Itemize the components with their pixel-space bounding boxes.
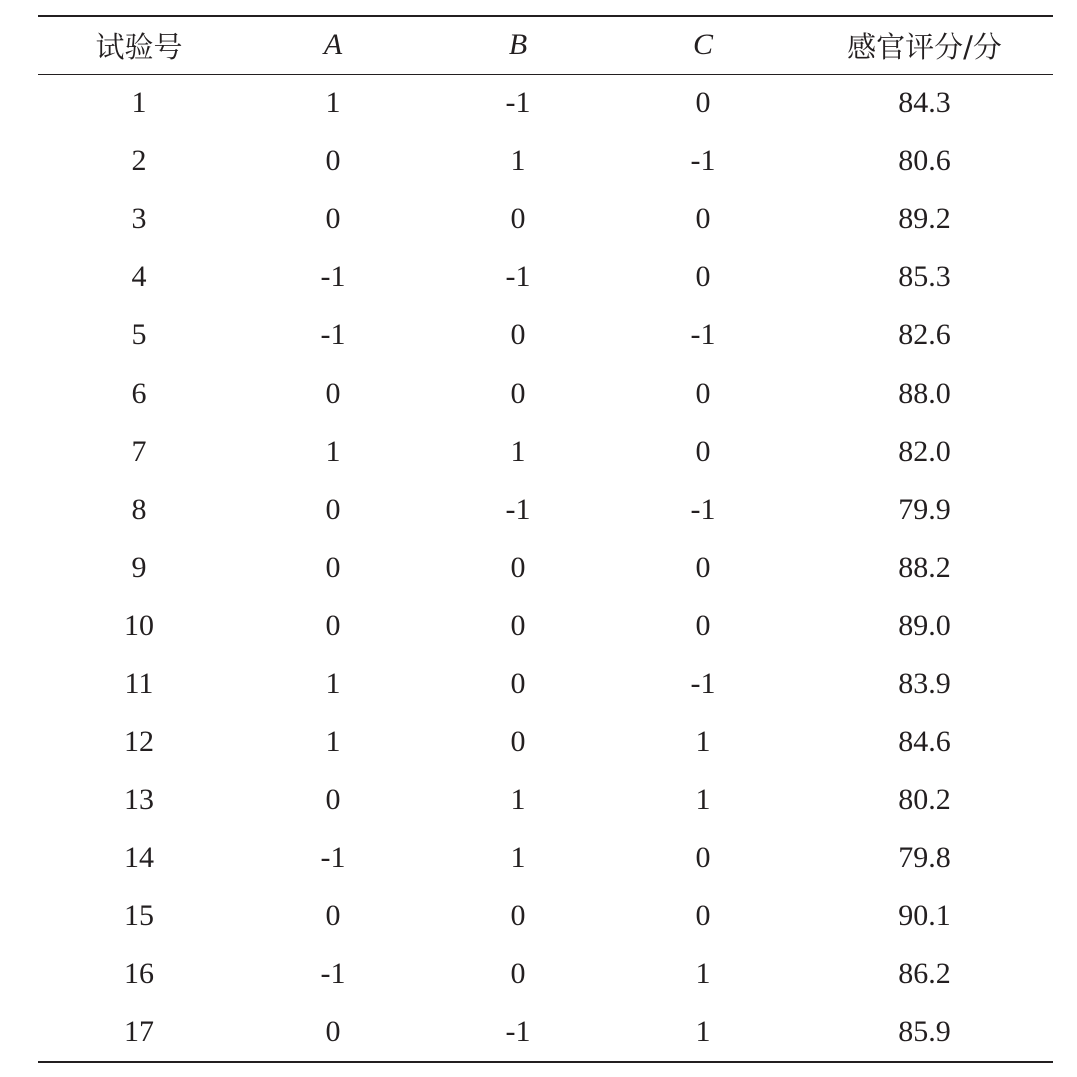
table-row bbox=[38, 132, 1053, 190]
table-row bbox=[38, 713, 1053, 771]
cell-factor-c: 0 bbox=[695, 550, 711, 584]
cell-trial-number: 3 bbox=[131, 202, 147, 236]
cell-trial-number: 13 bbox=[124, 783, 154, 817]
header-factor-b: B bbox=[426, 16, 610, 74]
header-row bbox=[38, 16, 1053, 74]
cell-trial-number: 15 bbox=[124, 899, 154, 933]
cell-sensory-score: 84.3 bbox=[898, 86, 951, 120]
cell-factor-c: 0 bbox=[695, 899, 711, 933]
table-row bbox=[38, 945, 1053, 1003]
cell-sensory-score: 82.6 bbox=[898, 318, 951, 352]
cell-factor-a: -1 bbox=[320, 318, 346, 352]
cell-factor-a: 1 bbox=[325, 434, 341, 468]
cell-factor-b: 0 bbox=[510, 318, 526, 352]
cell-sensory-score: 79.9 bbox=[898, 492, 951, 526]
table-row bbox=[38, 829, 1053, 887]
table-row bbox=[38, 190, 1053, 248]
cell-sensory-score: 83.9 bbox=[898, 666, 951, 700]
cell-trial-number: 12 bbox=[124, 725, 154, 759]
cell-factor-b: -1 bbox=[426, 1004, 610, 1062]
table-row bbox=[38, 887, 1053, 945]
cell-sensory-score: 88.2 bbox=[898, 550, 951, 584]
cell-factor-c: 1 bbox=[695, 725, 711, 759]
cell-factor-c: -1 bbox=[690, 492, 716, 526]
cell-sensory-score: 88.0 bbox=[898, 376, 951, 410]
cell-sensory-score: 79.8 bbox=[898, 841, 951, 875]
cell-sensory-score: 89.0 bbox=[898, 608, 951, 642]
cell-factor-b: -1 bbox=[505, 86, 531, 120]
table-row bbox=[38, 597, 1053, 655]
cell-factor-c: 0 bbox=[695, 86, 711, 120]
cell-factor-a: 0 bbox=[325, 492, 341, 526]
cell-factor-c: 1 bbox=[695, 783, 711, 817]
header-trial-number: 试验号 bbox=[38, 16, 240, 74]
cell-factor-c: 0 bbox=[695, 608, 711, 642]
header-factor-a: A bbox=[240, 16, 426, 74]
cell-trial-number: 5 bbox=[131, 318, 147, 352]
cell-trial-number: 14 bbox=[124, 841, 154, 875]
cell-trial-number: 16 bbox=[124, 957, 154, 991]
cell-trial-number: 8 bbox=[131, 492, 147, 526]
cell-factor-a: 0 bbox=[240, 1004, 426, 1062]
table-row bbox=[38, 539, 1053, 597]
cell-factor-b: 0 bbox=[510, 899, 526, 933]
table-row bbox=[38, 248, 1053, 306]
experiment-table bbox=[38, 15, 1053, 1063]
cell-factor-b: 0 bbox=[510, 666, 526, 700]
cell-factor-c: 1 bbox=[610, 1004, 796, 1062]
table-row bbox=[38, 655, 1053, 713]
cell-factor-a: 0 bbox=[325, 783, 341, 817]
cell-trial-number: 6 bbox=[131, 376, 147, 410]
cell-factor-c: 0 bbox=[695, 841, 711, 875]
header-sensory-score: 感官评分/分 bbox=[796, 16, 1053, 74]
cell-factor-c: -1 bbox=[690, 318, 716, 352]
cell-factor-c: 0 bbox=[695, 434, 711, 468]
cell-factor-b: 0 bbox=[510, 725, 526, 759]
cell-factor-c: -1 bbox=[690, 666, 716, 700]
cell-factor-a: 0 bbox=[325, 144, 341, 178]
header-factor-c: C bbox=[610, 16, 796, 74]
table-row bbox=[38, 771, 1053, 829]
cell-sensory-score: 86.2 bbox=[898, 957, 951, 991]
cell-trial-number: 11 bbox=[124, 666, 154, 700]
cell-factor-a: -1 bbox=[320, 957, 346, 991]
table-row bbox=[38, 423, 1053, 481]
cell-factor-c: 0 bbox=[695, 260, 711, 294]
cell-sensory-score: 84.6 bbox=[898, 725, 951, 759]
cell-factor-a: 1 bbox=[325, 86, 341, 120]
cell-factor-a: 0 bbox=[325, 608, 341, 642]
table-row bbox=[38, 74, 1053, 132]
cell-factor-a: -1 bbox=[320, 841, 346, 875]
cell-sensory-score: 80.2 bbox=[898, 783, 951, 817]
cell-trial-number: 10 bbox=[124, 608, 154, 642]
cell-sensory-score: 85.3 bbox=[898, 260, 951, 294]
cell-factor-c: 0 bbox=[695, 376, 711, 410]
cell-factor-b: -1 bbox=[505, 260, 531, 294]
cell-factor-a: 1 bbox=[325, 666, 341, 700]
cell-factor-a: 0 bbox=[325, 202, 341, 236]
cell-factor-a: 0 bbox=[325, 376, 341, 410]
table-row bbox=[38, 306, 1053, 364]
cell-factor-b: 0 bbox=[510, 376, 526, 410]
cell-trial-number: 2 bbox=[131, 144, 147, 178]
cell-trial-number: 7 bbox=[131, 434, 147, 468]
cell-factor-b: 1 bbox=[510, 434, 526, 468]
cell-factor-a: 0 bbox=[325, 899, 341, 933]
table-row bbox=[38, 1004, 1053, 1062]
cell-factor-a: 1 bbox=[325, 725, 341, 759]
table-header bbox=[38, 16, 1053, 74]
experiment-table-container bbox=[38, 15, 1053, 1063]
cell-sensory-score: 82.0 bbox=[898, 434, 951, 468]
cell-factor-a: -1 bbox=[320, 260, 346, 294]
cell-factor-b: 1 bbox=[510, 783, 526, 817]
cell-sensory-score: 90.1 bbox=[898, 899, 951, 933]
cell-factor-b: -1 bbox=[505, 492, 531, 526]
table-row bbox=[38, 364, 1053, 422]
cell-trial-number: 1 bbox=[131, 86, 147, 120]
cell-factor-a: 0 bbox=[325, 550, 341, 584]
cell-sensory-score: 80.6 bbox=[898, 144, 951, 178]
table-row bbox=[38, 481, 1053, 539]
cell-trial-number: 9 bbox=[131, 550, 147, 584]
cell-factor-c: 0 bbox=[695, 202, 711, 236]
cell-factor-c: 1 bbox=[695, 957, 711, 991]
cell-trial-number: 17 bbox=[38, 1004, 240, 1062]
cell-factor-b: 0 bbox=[510, 202, 526, 236]
cell-sensory-score: 89.2 bbox=[898, 202, 951, 236]
cell-factor-c: -1 bbox=[690, 144, 716, 178]
cell-factor-b: 1 bbox=[510, 144, 526, 178]
table-body bbox=[38, 74, 1053, 1062]
cell-factor-b: 0 bbox=[510, 957, 526, 991]
cell-factor-b: 1 bbox=[510, 841, 526, 875]
cell-sensory-score: 85.9 bbox=[796, 1004, 1053, 1062]
cell-factor-b: 0 bbox=[510, 550, 526, 584]
cell-factor-b: 0 bbox=[510, 608, 526, 642]
cell-trial-number: 4 bbox=[131, 260, 147, 294]
